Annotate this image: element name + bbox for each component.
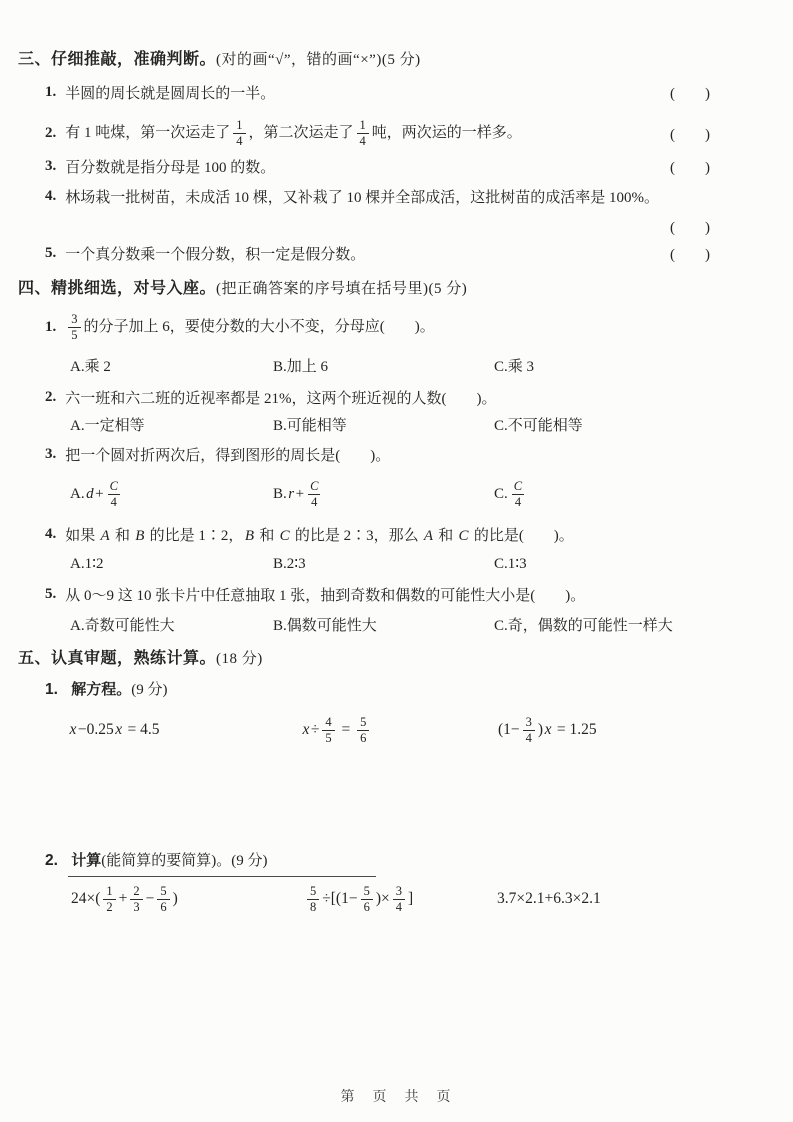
computation-2: $\frac{5}{8}$ ÷[(1− $\frac{5}{6}$ )× $\frac{3}{4}$ ] bbox=[304, 884, 497, 915]
equation-1: x−0.25x = 4.5 bbox=[69, 721, 160, 738]
section-4-note: (把正确答案的序号填在括号里)(5 分) bbox=[216, 281, 468, 297]
section-4-title: 四、精挑细选，对号入座。 bbox=[18, 280, 217, 297]
choice-question-5 bbox=[0, 584, 793, 605]
choice-question-3-options bbox=[0, 471, 793, 517]
question-number: 4. bbox=[45, 526, 57, 542]
choice-question-1 bbox=[0, 305, 793, 349]
option-c: C.1∶3 bbox=[494, 556, 527, 572]
question-text: 从 0～9 这 10 张卡片中任意抽取 1 张，抽到奇数和偶数的可能性大小是( )。 bbox=[65, 588, 586, 604]
section-3-title: 三、仔细推敲，准确判断。 bbox=[18, 51, 217, 68]
solve-equations-subheading bbox=[0, 678, 793, 699]
subsection-text: 解方程。(9 分) bbox=[71, 681, 168, 698]
section-5-heading bbox=[18, 645, 773, 668]
answer-blank: ( ) bbox=[670, 247, 710, 263]
computation-3: 3.7×2.1+6.3×2.1 bbox=[497, 890, 601, 907]
question-text: 六一班和六二班的近视率都是 21%，这两个班近视的人数( )。 bbox=[65, 391, 497, 407]
option-a: A.1∶2 bbox=[70, 556, 104, 572]
item-text: 百分数就是指分母是 100 的数。 bbox=[65, 160, 276, 176]
judgment-item-1 bbox=[0, 82, 793, 103]
computation-subheading bbox=[0, 849, 793, 870]
question-text: 如果 A 和 B 的比是 1∶2， B 和 C 的比是 2∶3，那么 A 和 C 的比是( )。 bbox=[65, 528, 574, 544]
item-text: 一个真分数乘一个假分数，积一定是假分数。 bbox=[65, 247, 366, 263]
subsection-number: 1. bbox=[45, 681, 58, 698]
choice-question-4 bbox=[0, 524, 793, 545]
answer-blank: ( ) bbox=[670, 126, 710, 143]
item-number: 5. bbox=[45, 245, 57, 261]
computation-1: 24×( $\frac{1}{2}$ + $\frac{2}{3}$ − $\frac{5}{6}$ ) bbox=[71, 883, 178, 914]
section-5-note: (18 分) bbox=[216, 651, 263, 667]
option-b: B. r + $\frac{C}{4}$ bbox=[273, 478, 319, 509]
equation-3: (1− $\frac{3}{4}$ )x = 1.25 bbox=[498, 714, 597, 745]
option-b: B.偶数可能性大 bbox=[273, 618, 377, 634]
option-a: A.一定相等 bbox=[70, 418, 145, 434]
subsection-number: 2. bbox=[45, 852, 58, 869]
equations-row bbox=[0, 705, 793, 755]
choice-question-5-options bbox=[0, 614, 793, 635]
option-c: C.不可能相等 bbox=[494, 418, 583, 434]
option-b: B.2∶3 bbox=[273, 556, 306, 572]
option-a: A.奇数可能性大 bbox=[70, 618, 175, 634]
answer-blank: ( ) bbox=[670, 220, 710, 236]
question-text: $\frac{3}{5}$ 的分子加上 6，要使分数的大小不变，分母应( )。 bbox=[65, 312, 710, 343]
item-number: 3. bbox=[45, 158, 57, 174]
judgment-item-4 bbox=[0, 186, 793, 207]
question-number: 2. bbox=[45, 389, 57, 405]
item-number: 4. bbox=[45, 188, 57, 204]
equation-2: x÷ $\frac{4}{5}$ = $\frac{5}{6}$ bbox=[301, 715, 498, 746]
section-4-heading bbox=[18, 275, 773, 298]
section-5-title: 五、认真审题，熟练计算。 bbox=[18, 650, 217, 667]
choice-question-3 bbox=[0, 444, 793, 465]
choice-question-1-options bbox=[0, 355, 793, 376]
item-text: 林场栽一批树苗，未成活 10 棵，又补栽了 10 棵并全部成活，这批树苗的成活率是 100%。 bbox=[65, 190, 659, 206]
item-text: 半圆的周长就是圆周长的一半。 bbox=[65, 86, 276, 102]
subsection-text: 计算(能简算的要简算)。(9 分) bbox=[71, 852, 268, 869]
option-b: B.可能相等 bbox=[273, 418, 347, 434]
question-number: 1. bbox=[45, 318, 57, 335]
answer-blank: ( ) bbox=[670, 160, 710, 176]
choice-question-2-options bbox=[0, 414, 793, 435]
option-c: C.奇，偶数的可能性一样大 bbox=[494, 618, 673, 634]
answer-blank: ( ) bbox=[670, 86, 710, 102]
option-c: C. $\frac{C}{4}$ bbox=[494, 478, 523, 509]
item-text: 有 1 吨煤，第一次运走了 $\frac{1}{4}$ ，第二次运走了 $\frac{1}{4}$ 吨，两次运的一样多。 bbox=[65, 117, 522, 148]
judgment-item-2 bbox=[0, 110, 793, 156]
option-b: B.加上 6 bbox=[273, 359, 329, 375]
option-a: A. d + $\frac{C}{4}$ bbox=[70, 478, 118, 509]
section-3-note: (对的画“√”，错的画“×”)(5 分) bbox=[216, 52, 421, 68]
option-c: C.乘 3 bbox=[494, 359, 535, 375]
page-footer: 第 页 共 页 bbox=[340, 1088, 453, 1104]
question-text: 把一个圆对折两次后，得到图形的周长是( )。 bbox=[65, 448, 391, 464]
section-3-heading bbox=[18, 46, 773, 69]
choice-question-4-options bbox=[0, 554, 793, 573]
judgment-item-5 bbox=[0, 243, 793, 264]
option-a: A.乘 2 bbox=[70, 359, 111, 375]
computations-row bbox=[0, 874, 793, 924]
judgment-item-4-blank-row bbox=[0, 216, 793, 237]
judgment-item-3 bbox=[0, 156, 793, 177]
question-number: 5. bbox=[45, 586, 57, 602]
choice-question-2 bbox=[0, 387, 793, 408]
item-number: 1. bbox=[45, 84, 57, 100]
question-number: 3. bbox=[45, 446, 57, 462]
item-number: 2. bbox=[45, 124, 57, 141]
